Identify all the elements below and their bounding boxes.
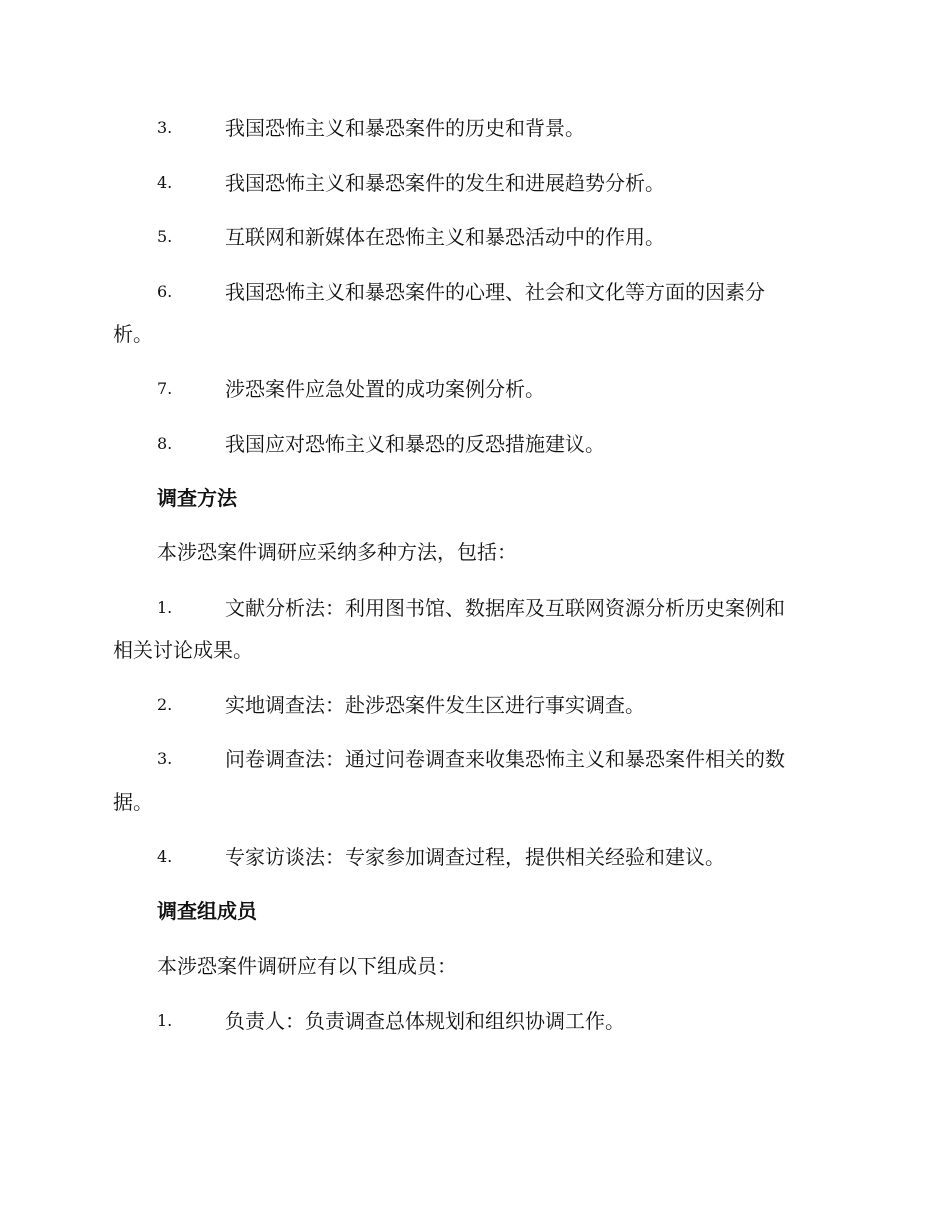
list-text: 我国应对恐怖主义和暴恐的反恐措施建议。 <box>225 432 605 456</box>
list-number: 3. <box>157 118 173 137</box>
list-number: 6. <box>157 282 173 301</box>
list-number: 7. <box>157 379 173 398</box>
list-text: 问卷调查法：通过问卷调查来收集恐怖主义和暴恐案件相关的数 <box>225 747 785 771</box>
list-number: 3. <box>157 749 173 768</box>
list-text: 互联网和新媒体在恐怖主义和暴恐活动中的作用。 <box>225 225 665 249</box>
list-text: 专家访谈法：专家参加调查过程，提供相关经验和建议。 <box>225 845 725 869</box>
list-text: 文献分析法：利用图书馆、数据库及互联网资源分析历史案例和 <box>225 596 785 620</box>
list-text: 实地调查法：赴涉恐案件发生区进行事实调查。 <box>225 693 645 717</box>
list-number: 8. <box>157 434 173 453</box>
section-heading: 调查方法 <box>157 486 237 510</box>
paragraph-text: 本涉恐案件调研应采纳多种方法，包括： <box>157 540 517 564</box>
list-number: 4. <box>157 847 173 866</box>
list-number: 1. <box>157 1011 173 1030</box>
list-text: 我国恐怖主义和暴恐案件的发生和进展趋势分析。 <box>225 171 665 195</box>
list-text: 涉恐案件应急处置的成功案例分析。 <box>225 377 545 401</box>
list-number: 2. <box>157 695 173 714</box>
list-number: 5. <box>157 227 173 246</box>
list-text: 我国恐怖主义和暴恐案件的心理、社会和文化等方面的因素分 <box>225 280 765 304</box>
list-text-continuation: 相关讨论成果。 <box>113 638 253 662</box>
list-number: 4. <box>157 173 173 192</box>
list-number: 1. <box>157 598 173 617</box>
paragraph-text: 本涉恐案件调研应有以下组成员： <box>157 954 457 978</box>
list-text: 负责人：负责调查总体规划和组织协调工作。 <box>225 1009 625 1033</box>
list-text: 我国恐怖主义和暴恐案件的历史和背景。 <box>225 116 585 140</box>
list-text-continuation: 据。 <box>113 790 153 814</box>
section-heading: 调查组成员 <box>157 899 257 923</box>
list-text-continuation: 析。 <box>113 322 153 346</box>
